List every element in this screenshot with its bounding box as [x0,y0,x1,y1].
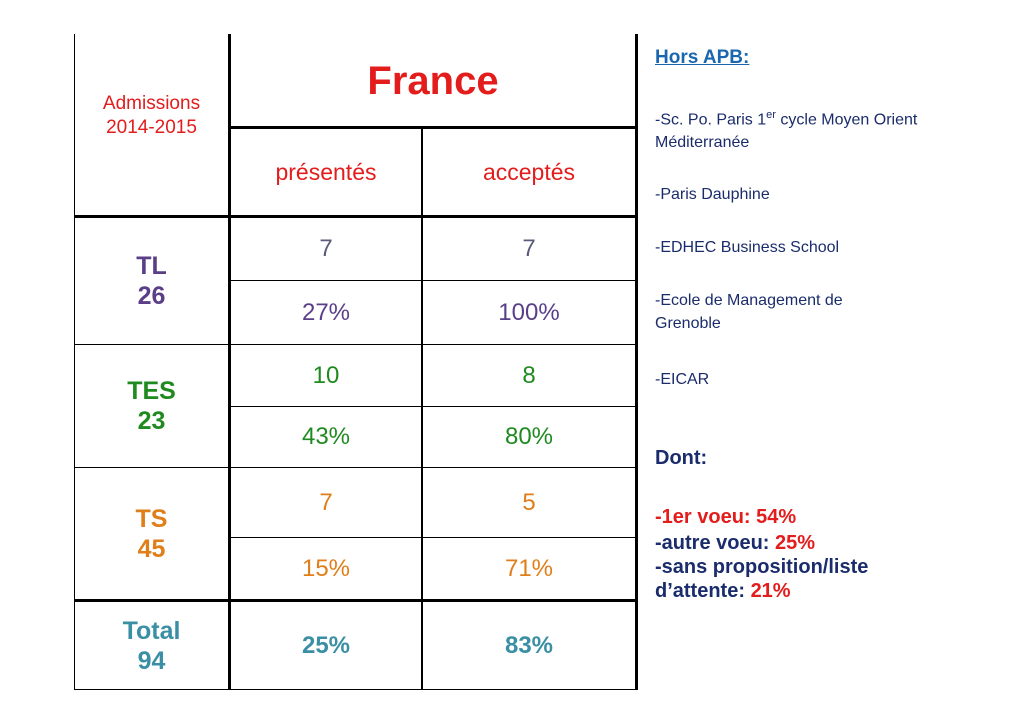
total-presented-pct: 25% [301,631,351,659]
row-name: TES [127,377,176,405]
dont-title: Dont: [655,447,708,469]
side-panel [655,47,1015,602]
row-header-tl [75,218,228,344]
row-count: 45 [137,534,166,563]
school-item: -EDHEC Business School [655,239,840,256]
col-header-accepted [423,129,635,215]
stat-no-proposal: -sans proposition/liste d’attente: 21% [655,556,869,602]
tl-presented-count: 7 [319,235,333,262]
tl-accepted-pct: 100% [498,298,560,326]
row-name: TS [135,504,168,533]
tes-presented-count: 10 [312,361,340,389]
table-bottom-border [74,689,637,690]
school-item: -Sc. Po. Paris 1er cycle Moyen Orient Méditerranée [655,109,918,152]
tes-presented-pct: 43% [301,423,351,450]
country-header [231,36,635,126]
row-count: 23 [137,407,166,435]
row-header-tes [75,345,228,467]
row-header-total [75,602,228,689]
table-right-border [635,34,638,690]
tes-accepted-count: 8 [522,361,536,389]
school-item: -Ecole de Management de Grenoble [655,292,843,332]
admissions-label: Admissions [102,93,201,114]
row-name: TL [136,252,167,280]
row-name: Total [122,616,181,645]
tl-presented-pct: 27% [301,298,351,326]
ts-accepted-count: 5 [522,488,536,516]
school-item: -Paris Dauphine [655,186,770,203]
ts-presented-pct: 15% [301,554,351,582]
row-header-ts [75,468,228,599]
country-title: France [367,58,499,103]
ts-accepted-pct: 71% [504,554,554,582]
col-header-presented [231,129,421,215]
stat-other-choice: -autre voeu: 25% [655,532,816,554]
admissions-year-label [75,92,228,156]
col-header-accepted-text: acceptés [482,158,576,185]
ts-presented-count: 7 [319,488,333,516]
tes-accepted-pct: 80% [504,423,554,450]
hors-apb-title: Hors APB: [655,47,750,68]
tl-accepted-count: 7 [522,235,536,262]
row-count: 94 [137,646,166,675]
row-count: 26 [137,282,166,310]
school-item: -EICAR [655,371,710,388]
stat-first-choice: -1er voeu: 54% [655,506,797,528]
col-header-presented-text: présentés [275,158,377,185]
admissions-years: 2014-2015 [106,117,197,138]
total-accepted-pct: 83% [504,631,554,659]
